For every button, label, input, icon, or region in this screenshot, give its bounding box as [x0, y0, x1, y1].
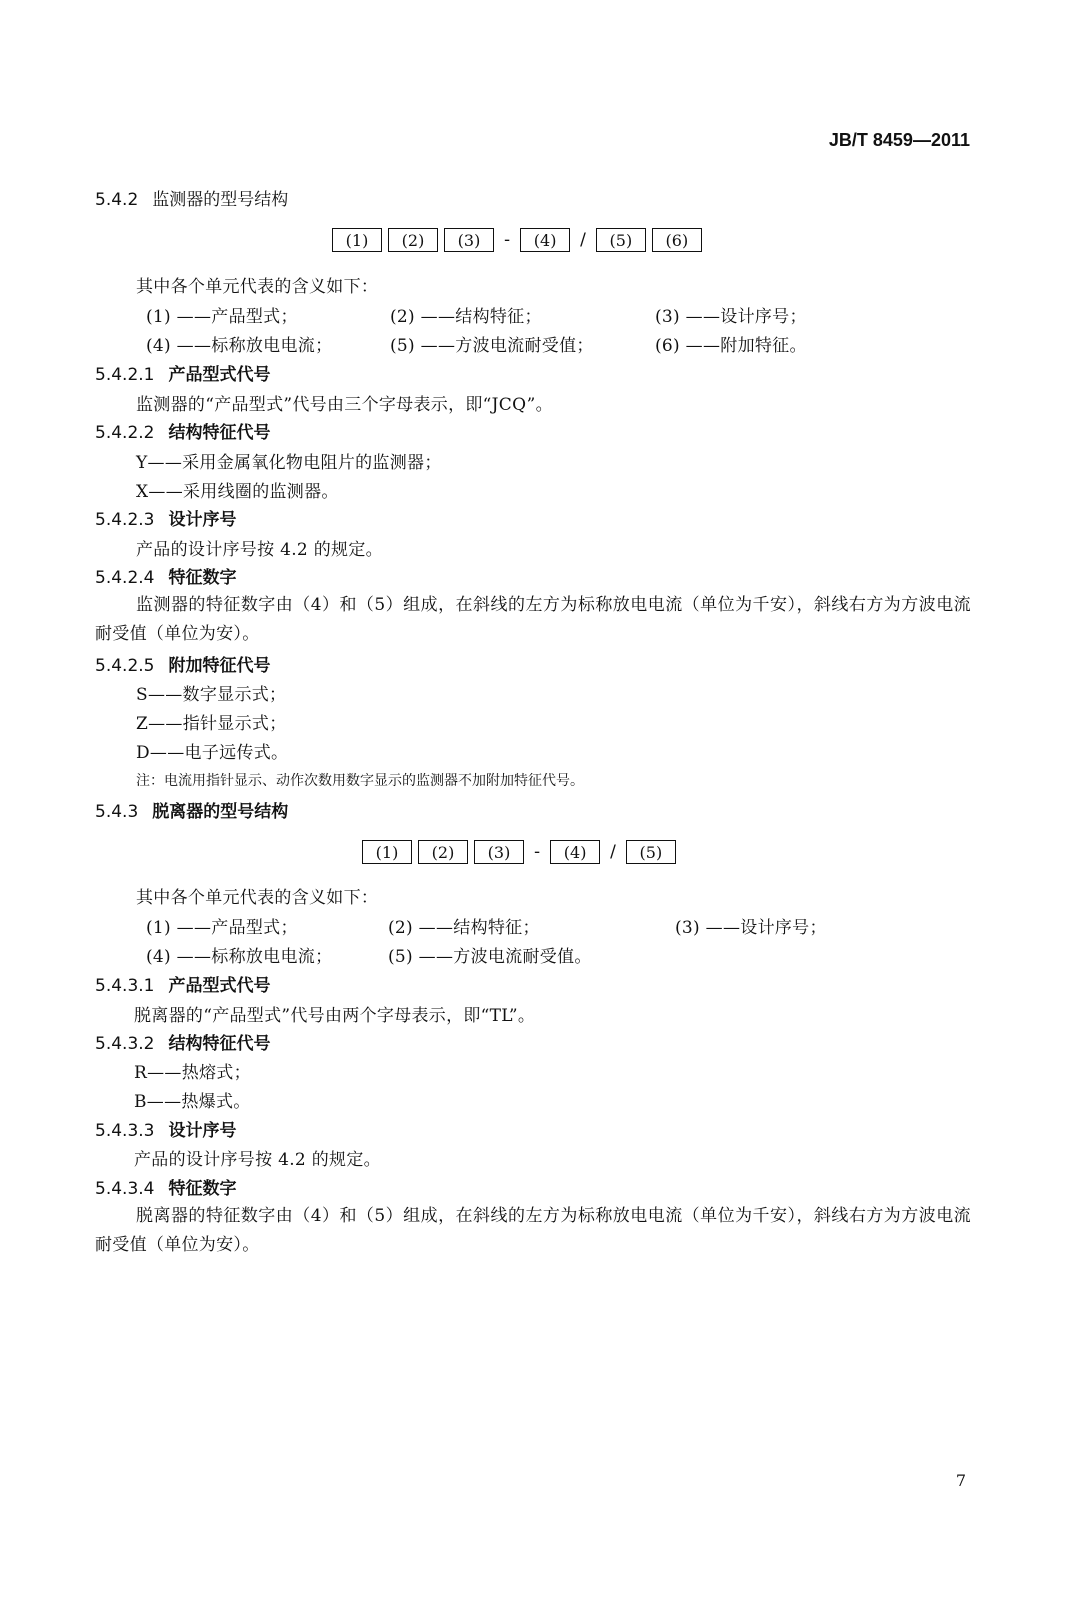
unit-def-3: (3) ——设计序号；	[655, 307, 807, 327]
unit-def-1: (1) ——产品型式；	[146, 307, 298, 327]
paragraph: 监测器的“产品型式”代号由三个字母表示，即“JCQ”。	[136, 395, 553, 415]
unit-def-4: (4) ——标称放电电流；	[146, 947, 333, 967]
section-heading-5-4-2-2: 5.4.2.2 结构特征代号	[95, 423, 271, 443]
list-item: X——采用线圈的监测器。	[136, 482, 339, 502]
unit-box-5: (5)	[626, 840, 676, 864]
unit-box-2: (2)	[418, 840, 468, 864]
unit-box-3: (3)	[474, 840, 524, 864]
unit-def-3: (3) ——设计序号；	[675, 918, 827, 938]
list-item: Z——指针显示式；	[136, 714, 287, 734]
list-item: S——数字显示式；	[136, 685, 287, 705]
section-heading-5-4-2: 5.4.2 监测器的型号结构	[95, 190, 289, 210]
paragraph: 监测器的特征数字由（4）和（5）组成，在斜线的左方为标称放电电流（单位为千安），斜线右方为方波电流耐受值（单位为安）。	[95, 595, 971, 644]
section-heading-5-4-2-4: 5.4.2.4 特征数字	[95, 568, 237, 588]
section-heading-5-4-2-3: 5.4.2.3 设计序号	[95, 510, 237, 530]
unit-def-4: (4) ——标称放电电流；	[146, 336, 333, 356]
unit-box-3: (3)	[444, 228, 494, 252]
note: 注：电流用指针显示、动作次数用数字显示的监测器不加附加特征代号。	[136, 773, 584, 789]
section-heading-5-4-3-4: 5.4.3.4 特征数字	[95, 1179, 237, 1199]
unit-box-1: (1)	[332, 228, 382, 252]
dash-separator: -	[504, 230, 511, 250]
unit-def-5: (5) ——方波电流耐受值；	[390, 336, 594, 356]
section-heading-5-4-3: 5.4.3 脱离器的型号结构	[95, 802, 289, 822]
unit-box-4: (4)	[520, 228, 570, 252]
model-structure-monitor	[332, 228, 708, 252]
slash-separator: /	[610, 842, 616, 862]
unit-def-5: (5) ——方波电流耐受值。	[388, 947, 592, 967]
units-intro: 其中各个单元代表的含义如下：	[136, 277, 379, 297]
slash-separator: /	[580, 230, 586, 250]
unit-box-5: (5)	[596, 228, 646, 252]
section-heading-5-4-3-3: 5.4.3.3 设计序号	[95, 1121, 237, 1141]
unit-box-4: (4)	[550, 840, 600, 864]
dash-separator: -	[534, 842, 541, 862]
list-item: D——电子远传式。	[136, 743, 289, 763]
paragraph: 产品的设计序号按 4.2 的规定。	[136, 540, 383, 560]
list-item: Y——采用金属氧化物电阻片的监测器；	[136, 453, 442, 473]
list-item: B——热爆式。	[134, 1092, 251, 1112]
paragraph: 产品的设计序号按 4.2 的规定。	[134, 1150, 381, 1170]
paragraph: 脱离器的“产品型式”代号由两个字母表示，即“TL”。	[134, 1006, 536, 1026]
unit-box-6: (6)	[652, 228, 702, 252]
units-intro: 其中各个单元代表的含义如下：	[136, 888, 379, 908]
paragraph: 脱离器的特征数字由（4）和（5）组成，在斜线的左方为标称放电电流（单位为千安），斜线右方为方波电流耐受值（单位为安）。	[95, 1206, 971, 1255]
section-heading-5-4-2-1: 5.4.2.1 产品型式代号	[95, 365, 271, 385]
section-heading-5-4-3-2: 5.4.3.2 结构特征代号	[95, 1034, 271, 1054]
unit-box-1: (1)	[362, 840, 412, 864]
model-structure-disconnector	[362, 840, 682, 864]
unit-box-2: (2)	[388, 228, 438, 252]
list-item: R——热熔式；	[134, 1063, 251, 1083]
unit-def-2: (2) ——结构特征；	[390, 307, 542, 327]
unit-def-2: (2) ——结构特征；	[388, 918, 540, 938]
section-heading-5-4-2-5: 5.4.2.5 附加特征代号	[95, 656, 271, 676]
standard-code: JB/T 8459—2011	[828, 130, 970, 150]
section-heading-5-4-3-1: 5.4.3.1 产品型式代号	[95, 976, 271, 996]
page-number: 7	[955, 1471, 966, 1490]
unit-def-6: (6) ——附加特征。	[655, 336, 807, 356]
unit-def-1: (1) ——产品型式；	[146, 918, 298, 938]
